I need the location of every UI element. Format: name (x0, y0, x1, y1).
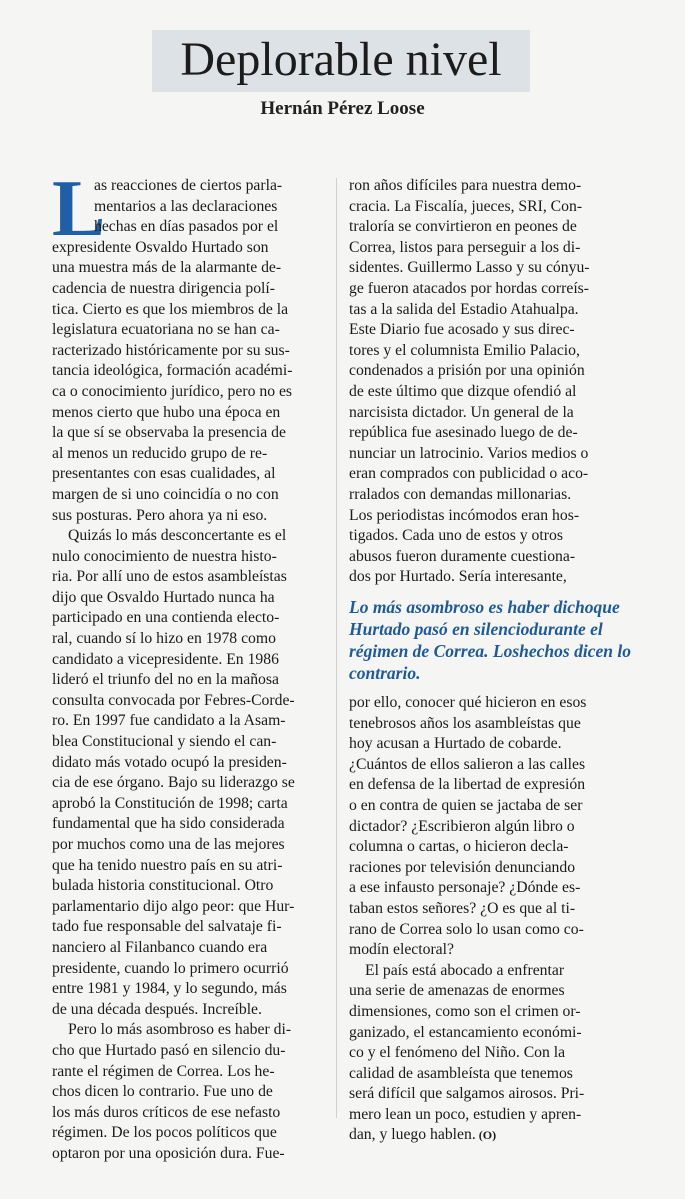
drop-cap: L (52, 165, 106, 253)
text-line: presidente, cuando lo primero ocurrió (52, 959, 289, 977)
text-line: tica. Cierto es que los miembros de la (52, 300, 289, 318)
text-line: abusos fueron duramente cuestiona- (349, 547, 576, 565)
text-line: será difícil que salgamos airosos. Pri- (349, 1085, 585, 1103)
text-line: calidad de asambleísta que tenemos (349, 1064, 573, 1082)
text-line: por ello, conocer qué hicieron en esos (349, 694, 587, 711)
text-line: sus posturas. Pero ahora ya ni eso. (52, 506, 268, 524)
text-line: cia de ese órgano. Bajo su liderazgo se (52, 774, 295, 792)
text-line: Correa, listos para perseguir a los di- (349, 238, 581, 256)
text-line: Pero lo más asombroso es haber di- (68, 1021, 292, 1039)
faded-header-remnant (60, 0, 620, 14)
text-line: lideró el triunfo del no en la mañosa (52, 671, 279, 689)
text-line: modín electoral? (349, 941, 454, 959)
text-line: ral, cuando sí lo hizo en 1978 como (52, 630, 276, 648)
text-line: nanciero al Filanbanco cuando era (52, 938, 268, 956)
text-line: tenebrosos años los asambleístas que (349, 714, 581, 732)
column-2-bottom (349, 693, 639, 1146)
text-line: rante el régimen de Correa. Los he- (52, 1062, 275, 1080)
text-line: mero lean un poco, estudien y apren- (349, 1105, 582, 1123)
text-line: dan, y luego hablen. (O) (349, 1126, 497, 1144)
text-line: hoy acusan a Hurtado de cobarde. (349, 735, 562, 753)
text-line: dictador? ¿Escribieron algún libro o (349, 817, 575, 835)
text-line: legislatura ecuatoriana no se han ca- (52, 321, 280, 339)
text-line: participado en una contienda electo- (52, 609, 280, 627)
text-line: presentantes con esas cualidades, al (52, 465, 276, 483)
text-line: a ese infausto personaje? ¿Dónde es- (349, 879, 581, 897)
text-line: dijo que Osvaldo Hurtado nunca ha (52, 588, 275, 606)
text-line: El país está abocado a enfrentar (365, 961, 565, 979)
column-2-top (349, 176, 639, 588)
signature-mark: (O) (475, 1128, 497, 1143)
text-line: menos cierto que hubo una época en (52, 403, 281, 421)
text-line: por muchos como una de las mejores (52, 836, 285, 853)
text-line: Lo más asombroso es haber dicho (349, 597, 594, 617)
text-line: nulo conocimiento de nuestra histo- (52, 547, 277, 565)
text-line: optaron por una oposición dura. Fue- (52, 1144, 285, 1162)
text-line: condenados a prisión por una opinión (349, 362, 585, 380)
text-line: consulta convocada por Febres-Corde- (52, 691, 295, 709)
text-line: de este último que dizque ofendió al (349, 382, 577, 400)
text-line: Los periodistas incómodos eran hos- (349, 506, 580, 524)
text-line: traloría se convirtieron en peones de (349, 218, 577, 236)
pull-quote (349, 596, 639, 684)
text-line: dimensiones, como son el crimen or- (349, 1002, 581, 1020)
text-line: Este Diario fue acosado y sus direc- (349, 321, 575, 339)
text-line: cracia. La Fiscalía, jueces, SRI, Con- (349, 197, 583, 215)
text-line: candidato a vicepresidente. En 1986 (52, 650, 279, 668)
text-line: tado fue responsable del salvataje fi- (52, 918, 282, 936)
text-line: expresidente Osvaldo Hurtado son (52, 238, 269, 256)
text-line: ria. Por allí uno de estos asambleístas (52, 568, 287, 586)
text-line: cho que Hurtado pasó en silencio du- (52, 1041, 286, 1059)
text-line: tas a la salida del Estadio Atahualpa. (349, 300, 579, 318)
text-line: ron años difíciles para nuestra demo- (349, 177, 582, 194)
text-line: chos dicen lo contrario. Fue uno de (52, 1083, 273, 1101)
text-line: la que sí se observaba la presencia de (52, 424, 286, 442)
text-line: rralados con demandas millonarias. (349, 485, 572, 503)
text-line: fundamental que ha sido considerada (52, 815, 285, 833)
text-line: una muestra más de la alarmante de- (52, 259, 282, 277)
text-line: en defensa de la libertad de expresión (349, 776, 586, 794)
text-line: una serie de amenazas de enormes (349, 982, 565, 1000)
text-line: co y el fenómeno del Niño. Con la (349, 1044, 566, 1062)
text-line: de una década después. Increíble. (52, 1000, 262, 1018)
text-line: Quizás lo más desconcertante es el (68, 527, 287, 545)
column-divider (336, 178, 337, 1118)
text-line: o en contra de quien se jactaba de ser (349, 796, 583, 814)
text-line: los más duros críticos de ese nefasto (52, 1103, 281, 1121)
text-line: as reacciones de ciertos parla- (94, 177, 283, 194)
text-line: eran comprados con publicidad o aco- (349, 465, 589, 483)
text-line: dos por Hurtado. Sería interesante, (349, 568, 567, 586)
text-line: aprobó la Constitución de 1998; carta (52, 794, 288, 812)
text-line: tigados. Cada uno de estos y otros (349, 527, 563, 545)
text-line: sidentes. Guillermo Lasso y su cónyu- (349, 259, 590, 277)
text-line: mentarios a las declaraciones (94, 197, 278, 215)
text-line: columna o cartas, o hicieron decla- (349, 838, 569, 856)
text-line: ¿Cuántos de ellos salieron a las calles (349, 755, 586, 773)
text-line: entre 1981 y 1984, y lo segundo, más (52, 980, 287, 998)
text-line: taban estos señores? ¿O es que al ti- (349, 899, 576, 917)
text-line: república fue asesinado luego de de- (349, 424, 578, 442)
text-line: ganizado, el estancamiento económi- (349, 1023, 582, 1041)
text-line: racterizado históricamente por su sus- (52, 341, 290, 359)
text-line: rano de Correa solo lo usan como co- (349, 920, 584, 938)
text-line: que Hurtado pasó en silencio (349, 597, 620, 639)
text-line: bulada historia constitucional. Otro (52, 877, 274, 895)
text-line: narcisista dictador. Un general de la (349, 403, 574, 421)
text-line: tancia ideológica, formación académi- (52, 362, 293, 380)
text-line: hechas en días pasados por el (94, 218, 279, 236)
text-line: ca o conocimiento jurídico, pero no es (52, 382, 293, 400)
text-line: didato más votado ocupó la presiden- (52, 753, 287, 771)
text-line: ro. En 1997 fue candidato a la Asam- (52, 712, 286, 730)
text-line: que ha tenido nuestro país en su atri- (52, 856, 283, 874)
text-line: ge fueron atacados por hordas correís- (349, 279, 590, 297)
text-line: margen de si uno coincidía o no con (52, 485, 279, 503)
text-line: raciones por televisión denunciando (349, 858, 576, 876)
text-line: tores y el columnista Emilio Palacio, (349, 341, 580, 359)
text-line: hechos dicen lo contrario. (349, 641, 631, 683)
article-title: Deplorable nivel (180, 33, 502, 86)
column-1 (52, 165, 328, 1165)
text-line: durante el régimen de Correa. Los (349, 619, 603, 661)
text-line: parlamentario dijo algo peor: que Hur- (52, 897, 295, 915)
text-line: nunciar un latrocinio. Varios medios o (349, 444, 589, 462)
text-line: al menos un reducido grupo de re- (52, 444, 268, 462)
text-line: régimen. De los pocos políticos que (52, 1124, 277, 1142)
text-line: cadencia de nuestra dirigencia polí- (52, 279, 276, 297)
text-line: blea Constitucional y siendo el can- (52, 733, 277, 751)
article-author: Hernán Pérez Loose (260, 98, 425, 119)
